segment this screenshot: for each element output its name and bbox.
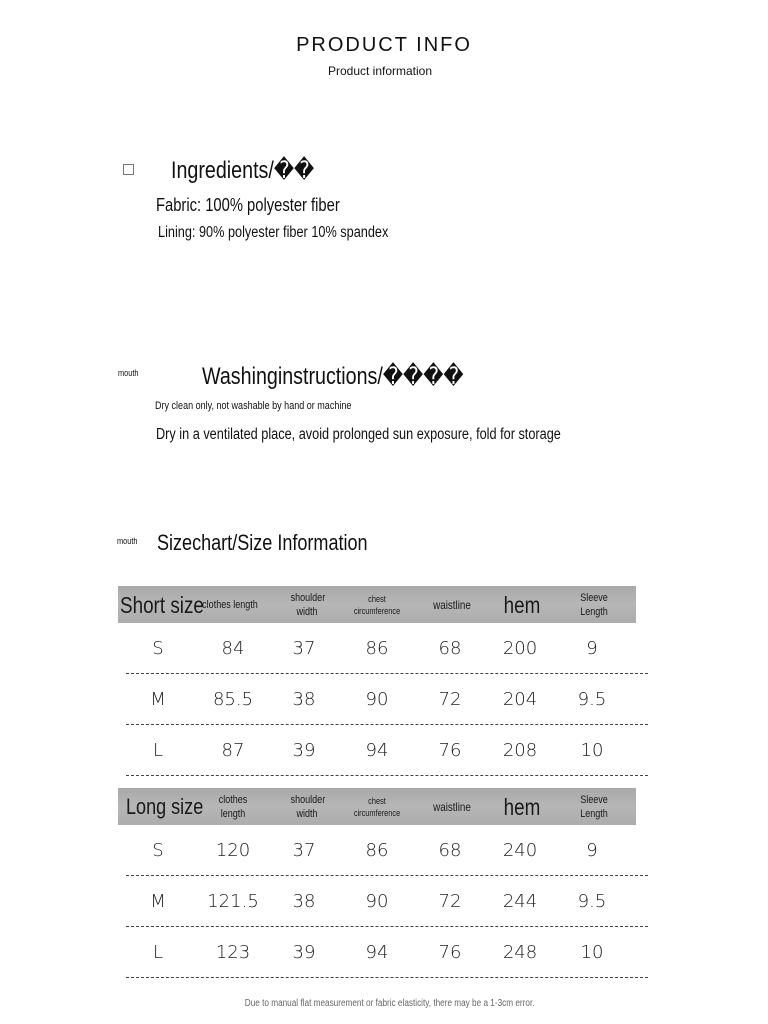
cell-hem: 244 [502, 890, 538, 912]
header-chest-circumference: chest circumference [353, 593, 401, 616]
cell-sleeve-length: 9 [586, 637, 598, 659]
measurement-note-text: Due to manual flat measurement or fabric elasticity, there may be a 1-3cm error. [245, 998, 535, 1009]
cell-shoulder-width: 37 [292, 637, 316, 659]
cell-waistline: 68 [438, 637, 462, 659]
page-subtitle: Product information [327, 64, 433, 78]
washing-marker: mouth [118, 368, 139, 378]
table-size-label: Long size [126, 793, 204, 819]
washing-heading: Washinginstructions/���� [202, 363, 464, 390]
cell-hem: 240 [502, 839, 538, 861]
cell-waistline: 72 [438, 688, 462, 710]
sizechart-marker: mouth [117, 536, 138, 546]
header-shoulder-width: shoulder width [290, 793, 326, 820]
cell-hem: 208 [502, 739, 538, 761]
table-row [126, 876, 648, 927]
header-waistline: waistline [433, 799, 471, 814]
cell-size: L [152, 739, 164, 761]
cell-chest: 90 [365, 890, 389, 912]
cell-sleeve-length: 9 [586, 839, 598, 861]
sizechart-heading: Sizechart/Size Information [157, 530, 368, 555]
cell-shoulder-width: 37 [292, 839, 316, 861]
cell-clothes-length: 123 [215, 941, 251, 963]
cell-sleeve-length: 10 [580, 739, 604, 761]
cell-chest: 86 [365, 637, 389, 659]
ingredients-heading: Ingredients/�� [171, 157, 315, 184]
header-sleeve-length: Sleeve Length [580, 591, 608, 618]
cell-waistline: 72 [438, 890, 462, 912]
table-row [126, 725, 648, 776]
washing-line-2: Dry in a ventilated place, avoid prolonged sun exposure, fold for storage [156, 426, 561, 443]
table-row [126, 825, 648, 876]
cell-size: M [150, 688, 166, 710]
cell-clothes-length: 120 [215, 839, 251, 861]
washing-line-1: Dry clean only, not washable by hand or machine [155, 400, 352, 412]
header-hem: hem [503, 591, 541, 618]
table-header [118, 788, 636, 825]
cell-waistline: 68 [438, 839, 462, 861]
cell-clothes-length: 87 [221, 739, 245, 761]
cell-chest: 90 [365, 688, 389, 710]
fabric-text: Fabric: 100% polyester fiber [156, 195, 340, 215]
cell-chest: 86 [365, 839, 389, 861]
table-row [126, 674, 648, 725]
table-row [126, 623, 648, 674]
cell-shoulder-width: 39 [292, 941, 316, 963]
header-chest-circumference: chest circumference [353, 795, 401, 818]
cell-shoulder-width: 39 [292, 739, 316, 761]
cell-chest: 94 [365, 941, 389, 963]
cell-chest: 94 [365, 739, 389, 761]
cell-clothes-length: 84 [221, 637, 245, 659]
header-hem: hem [503, 793, 541, 820]
measurement-note [0, 998, 768, 1009]
cell-waistline: 76 [438, 941, 462, 963]
header-shoulder-width: shoulder width [290, 591, 326, 618]
table-row [126, 927, 648, 978]
cell-sleeve-length: 10 [580, 941, 604, 963]
table-size-label: Short size [120, 591, 204, 618]
header-sleeve-length: Sleeve Length [580, 793, 608, 820]
page-title: PRODUCT INFO [296, 34, 472, 56]
cell-hem: 204 [502, 688, 538, 710]
cell-clothes-length: 121.5 [207, 890, 259, 912]
header-clothes-length: clothes length [218, 793, 248, 820]
checkbox-square-icon [123, 164, 134, 175]
cell-size: L [152, 941, 164, 963]
cell-hem: 200 [502, 637, 538, 659]
cell-size: S [152, 839, 164, 861]
table-header [118, 586, 636, 623]
long-size-table [118, 788, 636, 978]
cell-sleeve-length: 9.5 [577, 688, 607, 710]
cell-shoulder-width: 38 [292, 890, 316, 912]
cell-sleeve-length: 9.5 [577, 890, 607, 912]
cell-shoulder-width: 38 [292, 688, 316, 710]
cell-size: M [150, 890, 166, 912]
cell-waistline: 76 [438, 739, 462, 761]
header-clothes-length: clothes length [202, 598, 258, 611]
header-waistline: waistline [433, 597, 471, 612]
cell-size: S [152, 637, 164, 659]
lining-text: Lining: 90% polyester fiber 10% spandex [158, 224, 389, 241]
cell-hem: 248 [502, 941, 538, 963]
cell-clothes-length: 85.5 [212, 688, 254, 710]
short-size-table [118, 586, 636, 776]
